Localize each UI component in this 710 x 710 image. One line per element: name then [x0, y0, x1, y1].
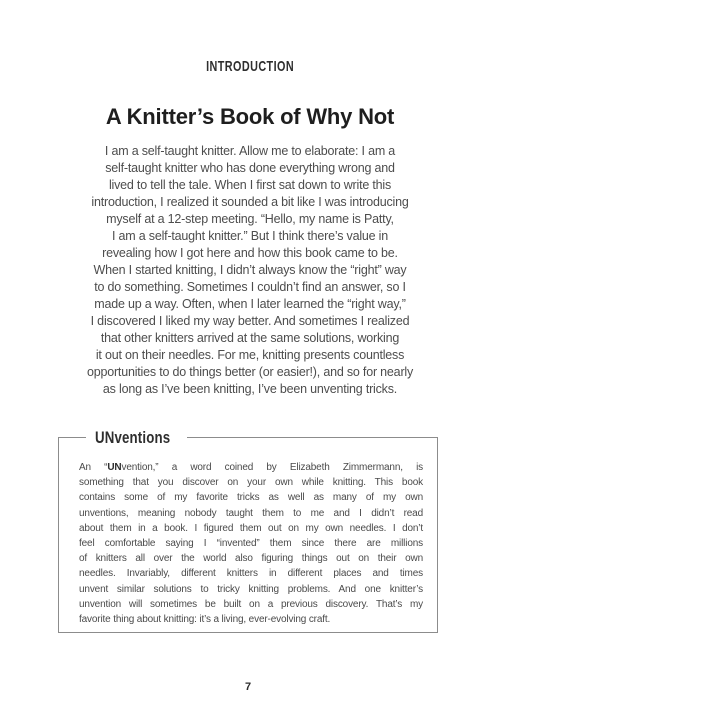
box-line: unventions, meaning nobody taught them to me and I didn’t read — [79, 507, 423, 519]
box-line: favorite thing about knitting: it’s a living, ever-evolving craft. — [79, 614, 331, 626]
paragraph-line: revealing how I got here and how this book came to be. — [102, 246, 398, 260]
box-line: contains some of my favorite tricks as well as many of my own — [79, 492, 423, 504]
box-line: something that you discover on your own while knitting. This book — [79, 477, 423, 489]
box-line: of knitters all over the world also figuring things out on their own — [79, 553, 423, 565]
paragraph-line: lived to tell the tale. When I first sat down to write this — [108, 178, 392, 192]
unventions-box-title-text: UNventions — [95, 428, 171, 447]
paragraph-line: introduction, I realized it sounded a bit like I was introducing — [91, 195, 409, 209]
paragraph-line: self-taught knitter who has done everything wrong and — [105, 161, 395, 175]
page-title: A Knitter’s Book of Why Not — [105, 104, 395, 129]
box-line: feel comfortable saying I “invented” them since there are millions — [79, 538, 423, 550]
paragraph-line: that other knitters arrived at the same solutions, working — [100, 331, 400, 345]
paragraph-line: made up a way. Often, when I later learned the “right way,” — [94, 297, 406, 311]
box-line — [79, 460, 423, 475]
box-line-prefix: An “ — [79, 462, 108, 473]
paragraph-line: When I started knitting, I didn’t always know the “right” way — [93, 263, 407, 277]
box-line: unvent similar solutions to tricky knitting problems. And one knitter’s — [79, 583, 423, 595]
intro-paragraph-1 — [55, 143, 445, 262]
box-line: needles. Invariably, different knitters in different places and times — [79, 568, 423, 580]
unventions-box — [58, 428, 438, 633]
page-number: 7 — [244, 681, 252, 693]
box-line-bold-un: UN — [107, 462, 122, 473]
section-label — [55, 58, 445, 76]
paragraph-line: as long as I’ve been knitting, I’ve been unventing tricks. — [102, 382, 398, 396]
unventions-box-title — [95, 428, 191, 448]
paragraph-line: I am a self-taught knitter. Allow me to elaborate: I am a — [104, 144, 396, 158]
intro-paragraph-2 — [55, 262, 445, 398]
section-label-text: INTRODUCTION — [205, 58, 294, 75]
box-top-border-line — [187, 437, 438, 438]
paragraph-line: to do something. Sometimes I couldn’t find an answer, so I — [94, 280, 406, 294]
box-line-rest: vention,” a word coined by Elizabeth Zimmermann, is — [121, 462, 423, 473]
box-top-border-stub — [58, 437, 86, 438]
paragraph-line: it out on their needles. For me, knitting presents countless — [95, 348, 405, 362]
paragraph-line: opportunities to do things better (or easier!), and so for nearly — [86, 365, 414, 379]
paragraph-line: myself at a 12-step meeting. “Hello, my name is Patty, — [106, 212, 394, 226]
paragraph-line: I am a self-taught knitter.” But I think there’s value in — [111, 229, 388, 243]
unventions-paragraph — [79, 460, 423, 627]
box-line: unvention will sometimes be built on a previous discovery. That’s my — [79, 598, 423, 610]
paragraph-line: I discovered I liked my way better. And sometimes I realized — [90, 314, 410, 328]
box-line: about them in a book. I figured them out on my own needles. I don’t — [79, 522, 423, 534]
